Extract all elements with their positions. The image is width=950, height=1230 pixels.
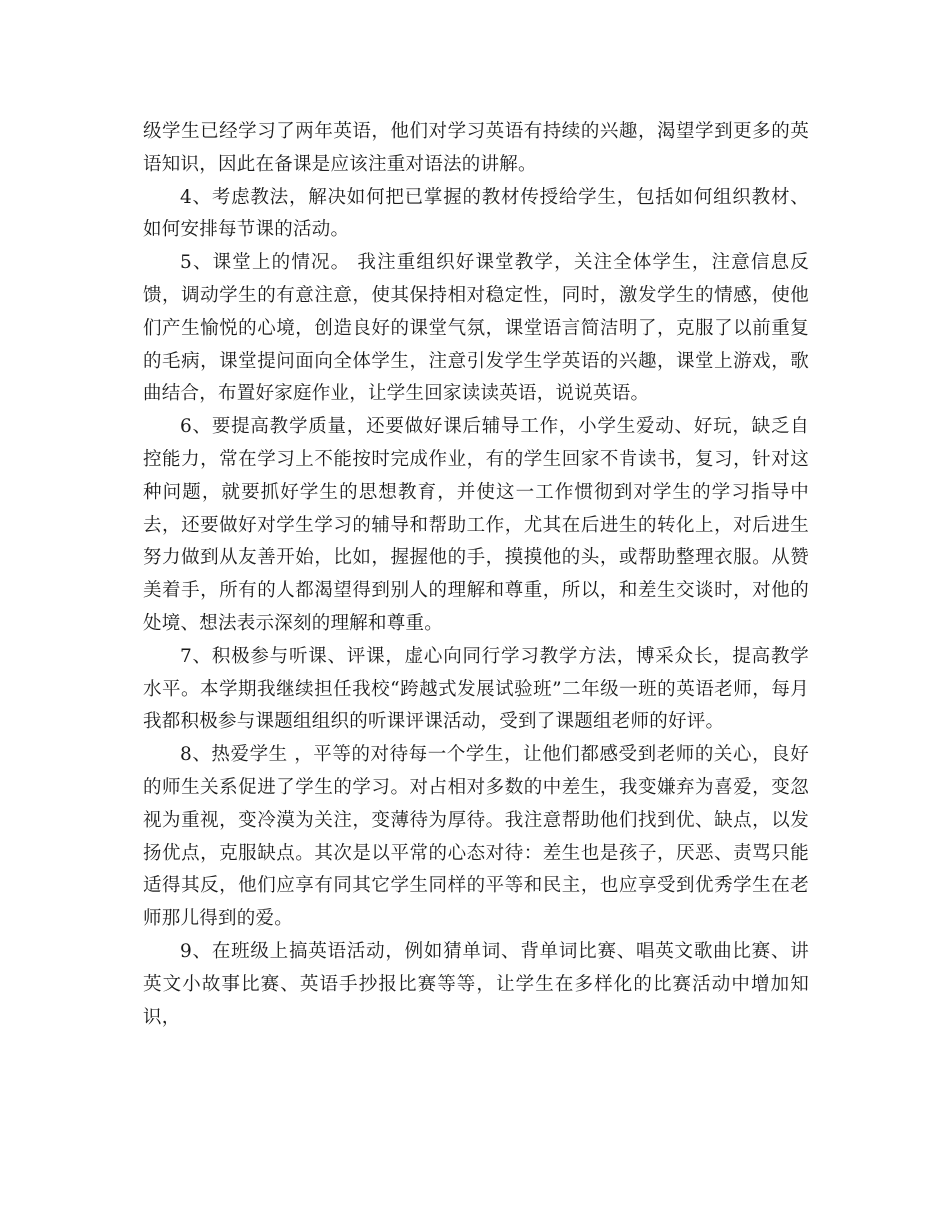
paragraph-item-6: 6、要提高教学质量，还要做好课后辅导工作，小学生爱动、好玩，缺乏自控能力，常在学习上不能按时完成作业，有的学生回家不肯读书，复习，针对这种问题，就要抓好学生的思想教育，并使这一工作惯彻到对学生的学习指导中去，还要做好对学生学习的辅导和帮助工作，尤其在后进生的转化上，对后进生努力做到从友善开始，比如，握握他的手，摸摸他的头，或帮助整理衣服。从赞美着手，所有的人都渴望得到别人的理解和尊重，所以，和差生交谈时，对他的处境、想法表示深刻的理解和尊重。 <box>143 416 809 634</box>
paragraph-item-7: 7、积极参与听课、评课，虚心向同行学习教学方法，博采众长，提高教学水平。本学期我继续担任我校“跨越式发展试验班”二年级一班的英语老师，每月我都积极参与课题组组织的听课评课活动，受到了课题组老师的好评。 <box>143 645 809 733</box>
paragraph-item-9: 9、在班级上搞英语活动，例如猜单词、背单词比赛、唱英文歌曲比赛、讲英文小故事比赛、英语手抄报比赛等等，让学生在多样化的比赛活动中增加知识， <box>143 940 809 1028</box>
paragraph-item-4: 4、考虑教法，解决如何把已掌握的教材传授给学生，包括如何组织教材、如何安排每节课的活动。 <box>143 186 809 241</box>
paragraph-item-5: 5、课堂上的情况。 我注重组织好课堂教学，关注全体学生，注意信息反馈，调动学生的有意注意，使其保持相对稳定性，同时，激发学生的情感，使他们产生愉悦的心境，创造良好的课堂气氛，课堂语言简洁明了，克服了以前重复的毛病，课堂提问面向全体学生，注意引发学生学英语的兴趣，课堂上游戏，歌曲结合，布置好家庭作业，让学生回家读读英语，说说英语。 <box>143 252 809 405</box>
document-body <box>143 116 809 1034</box>
paragraph-continued: 级学生已经学习了两年英语，他们对学习英语有持续的兴趣，渴望学到更多的英语知识，因此在备课是应该注重对语法的讲解。 <box>143 121 809 175</box>
paragraph-item-8: 8、热爱学生 ，平等的对待每一个学生，让他们都感受到老师的关心，良好的师生关系促进了学生的学习。对占相对多数的中差生，我变嫌弃为喜爱，变忽视为重视，变冷漠为关注，变薄待为厚待。我注意帮助他们找到优、缺点，以发扬优点，克服缺点。其次是以平常的心态对待：差生也是孩子，厌恶、责骂只能适得其反，他们应享有同其它学生同样的平等和民主，也应享受到优秀学生在老师那儿得到的爱。 <box>143 744 809 930</box>
